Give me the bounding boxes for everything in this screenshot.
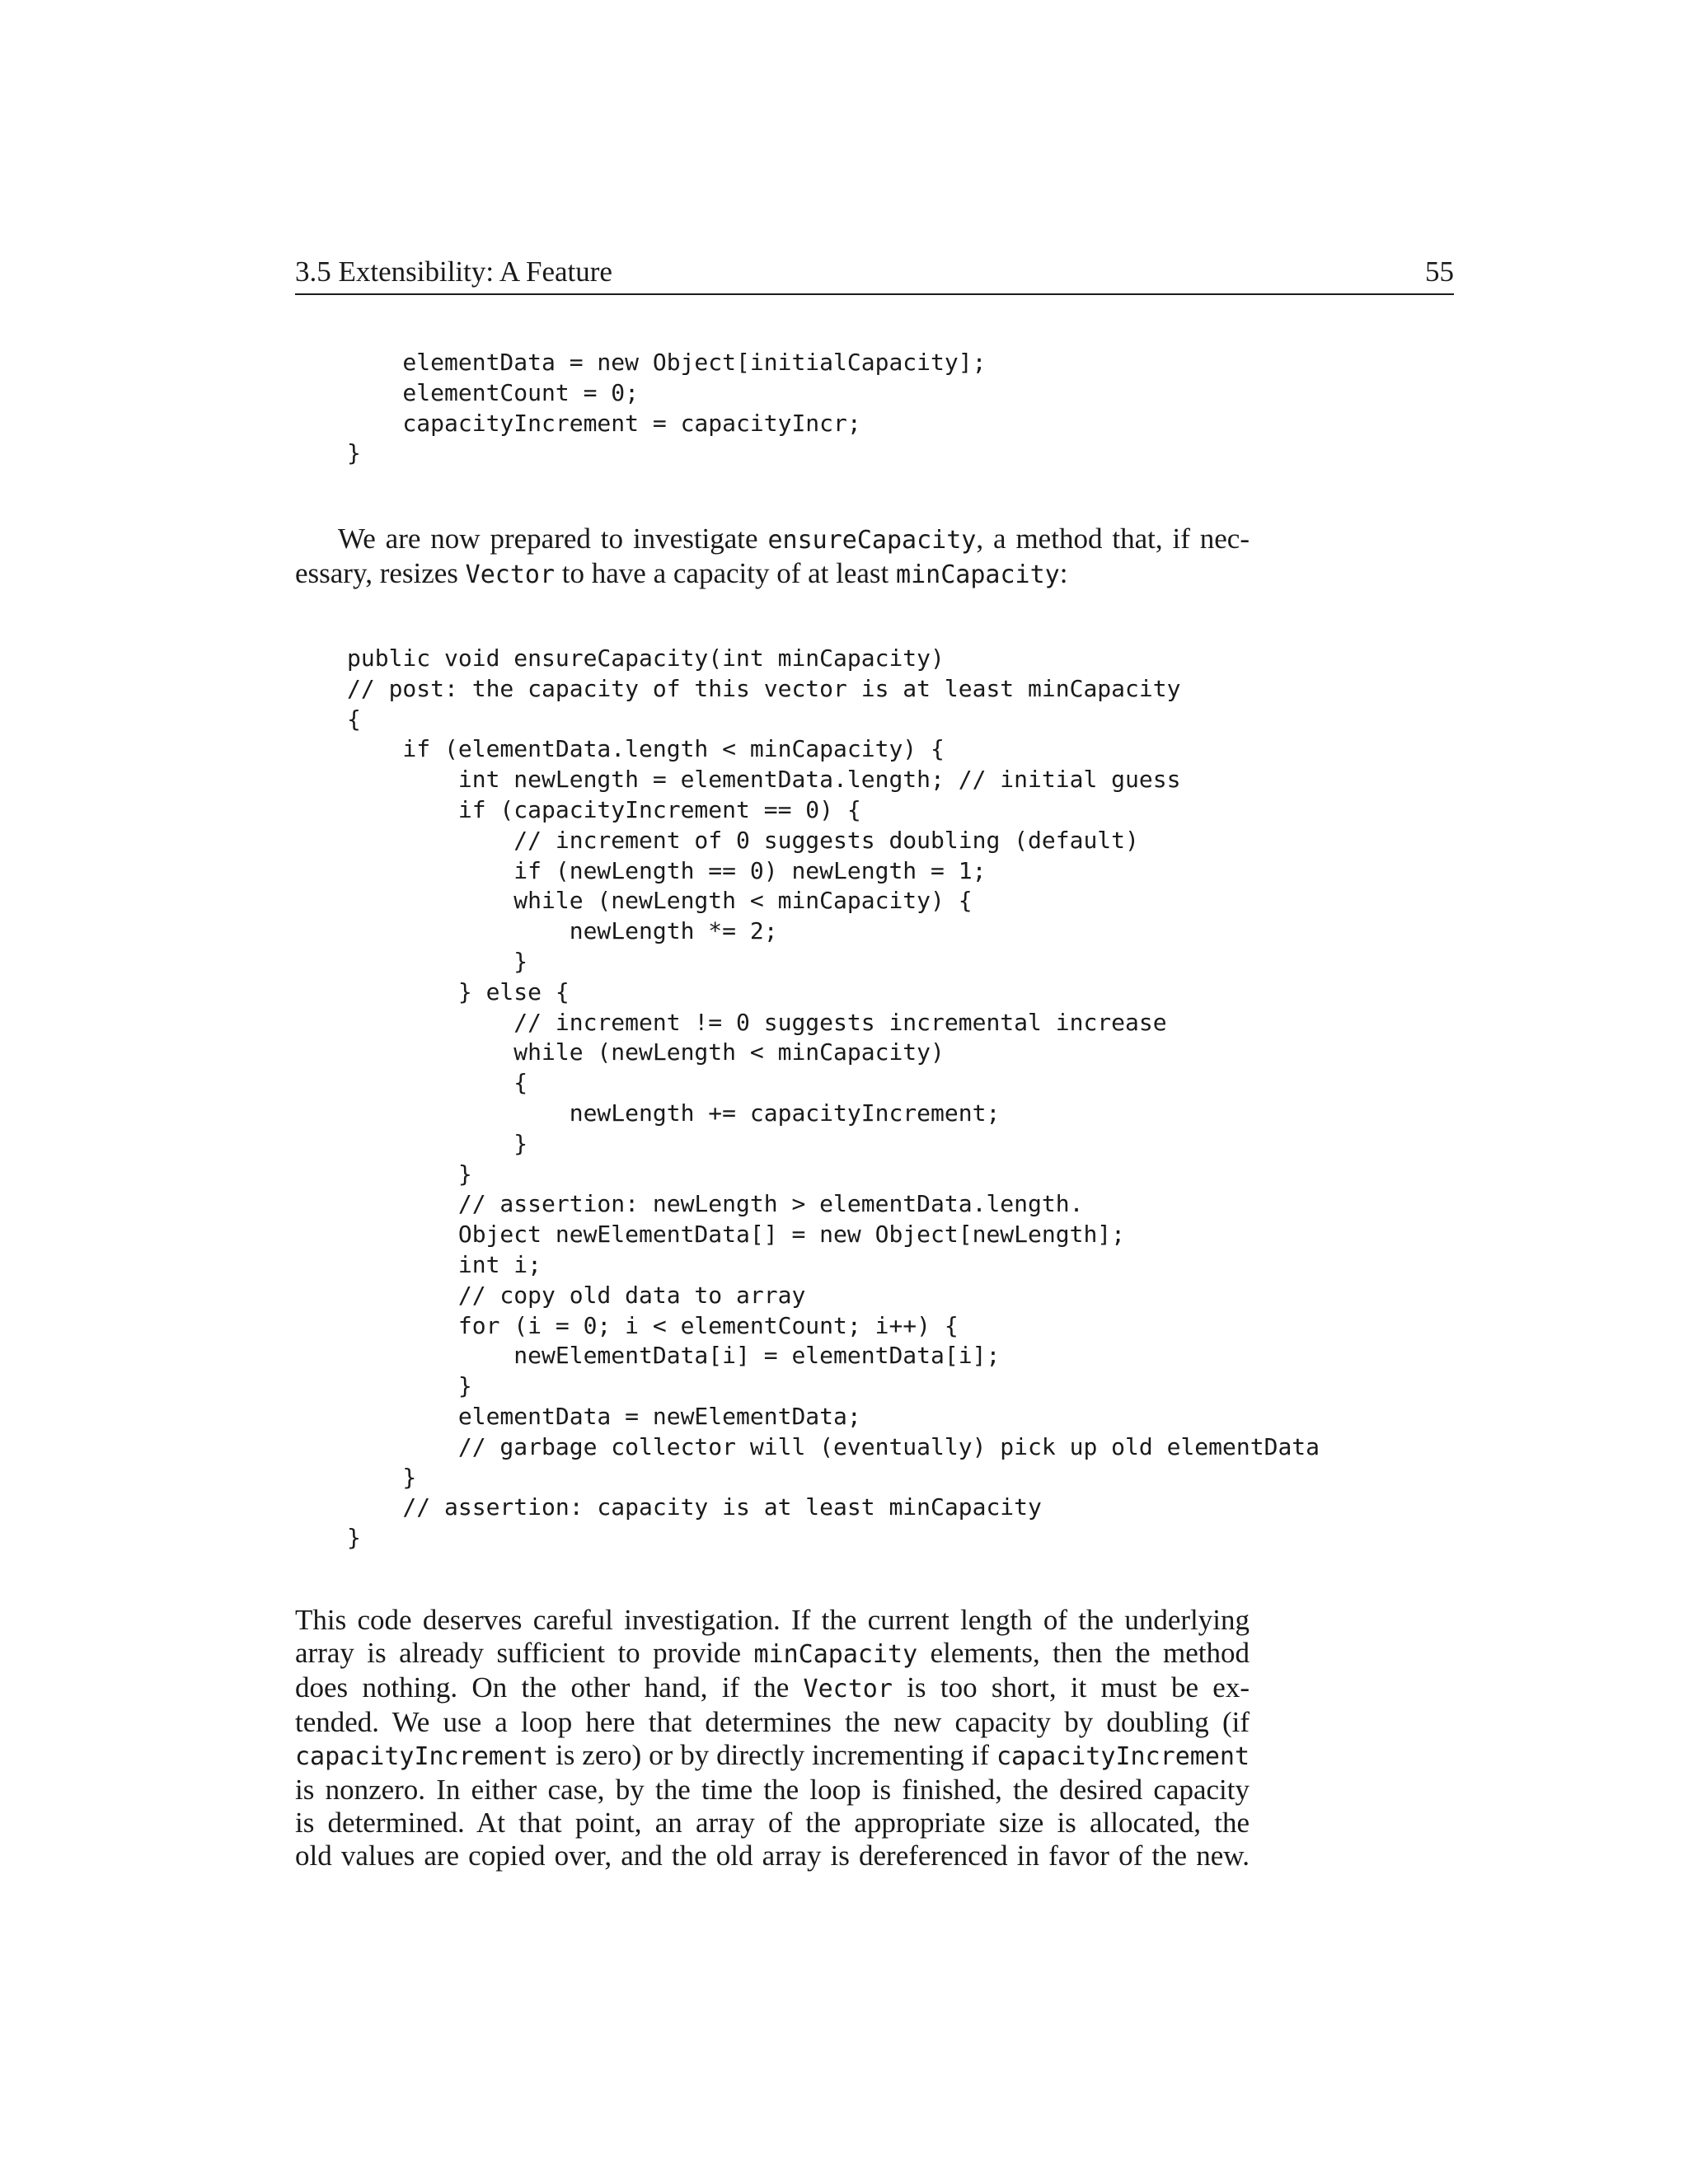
inline-code: Vector — [465, 560, 556, 589]
text-run: old values are copied over, and the old array is dereferenced in favor of the new. — [295, 1840, 1250, 1872]
section-title: 3.5 Extensibility: A Feature — [295, 255, 612, 288]
code-line: } — [347, 1463, 417, 1491]
code-line: Object newElementData[] = new Object[newLength]; — [347, 1221, 1126, 1249]
paragraph-line — [295, 1706, 1250, 1739]
code-line: } — [347, 1160, 472, 1188]
text-run: : — [1059, 557, 1068, 589]
text-run: to have a capacity of at least — [555, 557, 897, 589]
code-line: if (elementData.length < minCapacity) { — [347, 735, 945, 763]
code-line: { — [347, 1069, 528, 1097]
intro-paragraph — [295, 523, 1250, 592]
text-run: This code deserves careful investigation. If the current length of the underlying — [295, 1604, 1250, 1636]
code-line: } — [347, 1524, 361, 1552]
text-run: elements, then the method — [917, 1637, 1250, 1669]
text-run: is nonzero. In either case, by the time the loop is finished, the desired capacity — [295, 1774, 1250, 1806]
text-run: is zero) or by directly incrementing if — [548, 1739, 996, 1771]
text-run: does nothing. On the other hand, if the — [295, 1671, 804, 1704]
code-block-ensure-capacity — [347, 644, 1320, 1554]
paragraph-line — [295, 1637, 1250, 1671]
code-line: // garbage collector will (eventually) pick up old elementData — [347, 1432, 1320, 1460]
code-line: // increment of 0 suggests doubling (default) — [347, 826, 1139, 854]
text-run: essary, resizes — [295, 557, 466, 589]
paragraph-line — [295, 1840, 1250, 1872]
text-run: is too short, it must be ex- — [892, 1671, 1250, 1704]
code-line: for (i = 0; i < elementCount; i++) { — [347, 1311, 959, 1339]
paragraph-line — [295, 523, 1250, 557]
code-line: // post: the capacity of this vector is at least minCapacity — [347, 674, 1181, 702]
inline-code: ensureCapacity — [767, 526, 977, 555]
paragraph-line — [295, 1774, 1250, 1807]
code-line: elementData = new Object[initialCapacity]; — [347, 349, 987, 376]
running-header — [295, 252, 1454, 295]
code-line: int i; — [347, 1250, 542, 1278]
inline-code: minCapacity — [896, 560, 1060, 589]
code-line: int newLength = elementData.length; // initial guess — [347, 766, 1181, 794]
code-line: public void ensureCapacity(int minCapacity) — [347, 644, 945, 672]
inline-code: capacityIncrement — [295, 1742, 549, 1771]
code-line: } — [347, 1372, 472, 1400]
code-line: } — [347, 947, 528, 975]
paragraph-line — [295, 1807, 1250, 1840]
inline-code: minCapacity — [753, 1640, 918, 1669]
code-line: newLength *= 2; — [347, 917, 778, 945]
paragraph-line — [295, 557, 1250, 592]
code-line: // copy old data to array — [347, 1281, 806, 1309]
page-number: 55 — [1425, 255, 1454, 288]
text-run: , a method that, if nec- — [976, 523, 1250, 555]
text-run: is determined. At that point, an array of the appropriate size is allocated, the — [295, 1807, 1250, 1839]
inline-code: capacityIncrement — [996, 1742, 1250, 1771]
code-line: } — [347, 1129, 528, 1157]
code-line: { — [347, 705, 361, 733]
code-line: newElementData[i] = elementData[i]; — [347, 1342, 1001, 1370]
code-block-constructor-tail — [347, 348, 986, 469]
text-run: array is already sufficient to provide — [295, 1637, 754, 1669]
code-line: elementCount = 0; — [347, 378, 640, 406]
code-line: if (newLength == 0) newLength = 1; — [347, 856, 987, 884]
code-line: if (capacityIncrement == 0) { — [347, 795, 861, 823]
paragraph-line — [295, 1671, 1250, 1706]
text-run: We are now prepared to investigate — [338, 523, 768, 555]
code-line: while (newLength < minCapacity) — [347, 1038, 945, 1066]
paragraph-line — [295, 1604, 1250, 1637]
paragraph-line — [295, 1739, 1250, 1774]
code-line: capacityIncrement = capacityIncr; — [347, 409, 861, 437]
code-line: } else { — [347, 977, 570, 1005]
explanation-paragraph — [295, 1604, 1250, 1872]
inline-code: Vector — [803, 1675, 893, 1704]
code-line: elementData = newElementData; — [347, 1402, 861, 1430]
code-line: // increment != 0 suggests incremental increase — [347, 1008, 1167, 1036]
code-line: // assertion: newLength > elementData.length. — [347, 1190, 1084, 1218]
code-line: } — [347, 439, 361, 467]
code-line: while (newLength < minCapacity) { — [347, 887, 973, 915]
code-line: newLength += capacityIncrement; — [347, 1099, 1001, 1127]
text-run: tended. We use a loop here that determines the new capacity by doubling (if — [295, 1706, 1250, 1738]
code-line: // assertion: capacity is at least minCapacity — [347, 1493, 1042, 1521]
